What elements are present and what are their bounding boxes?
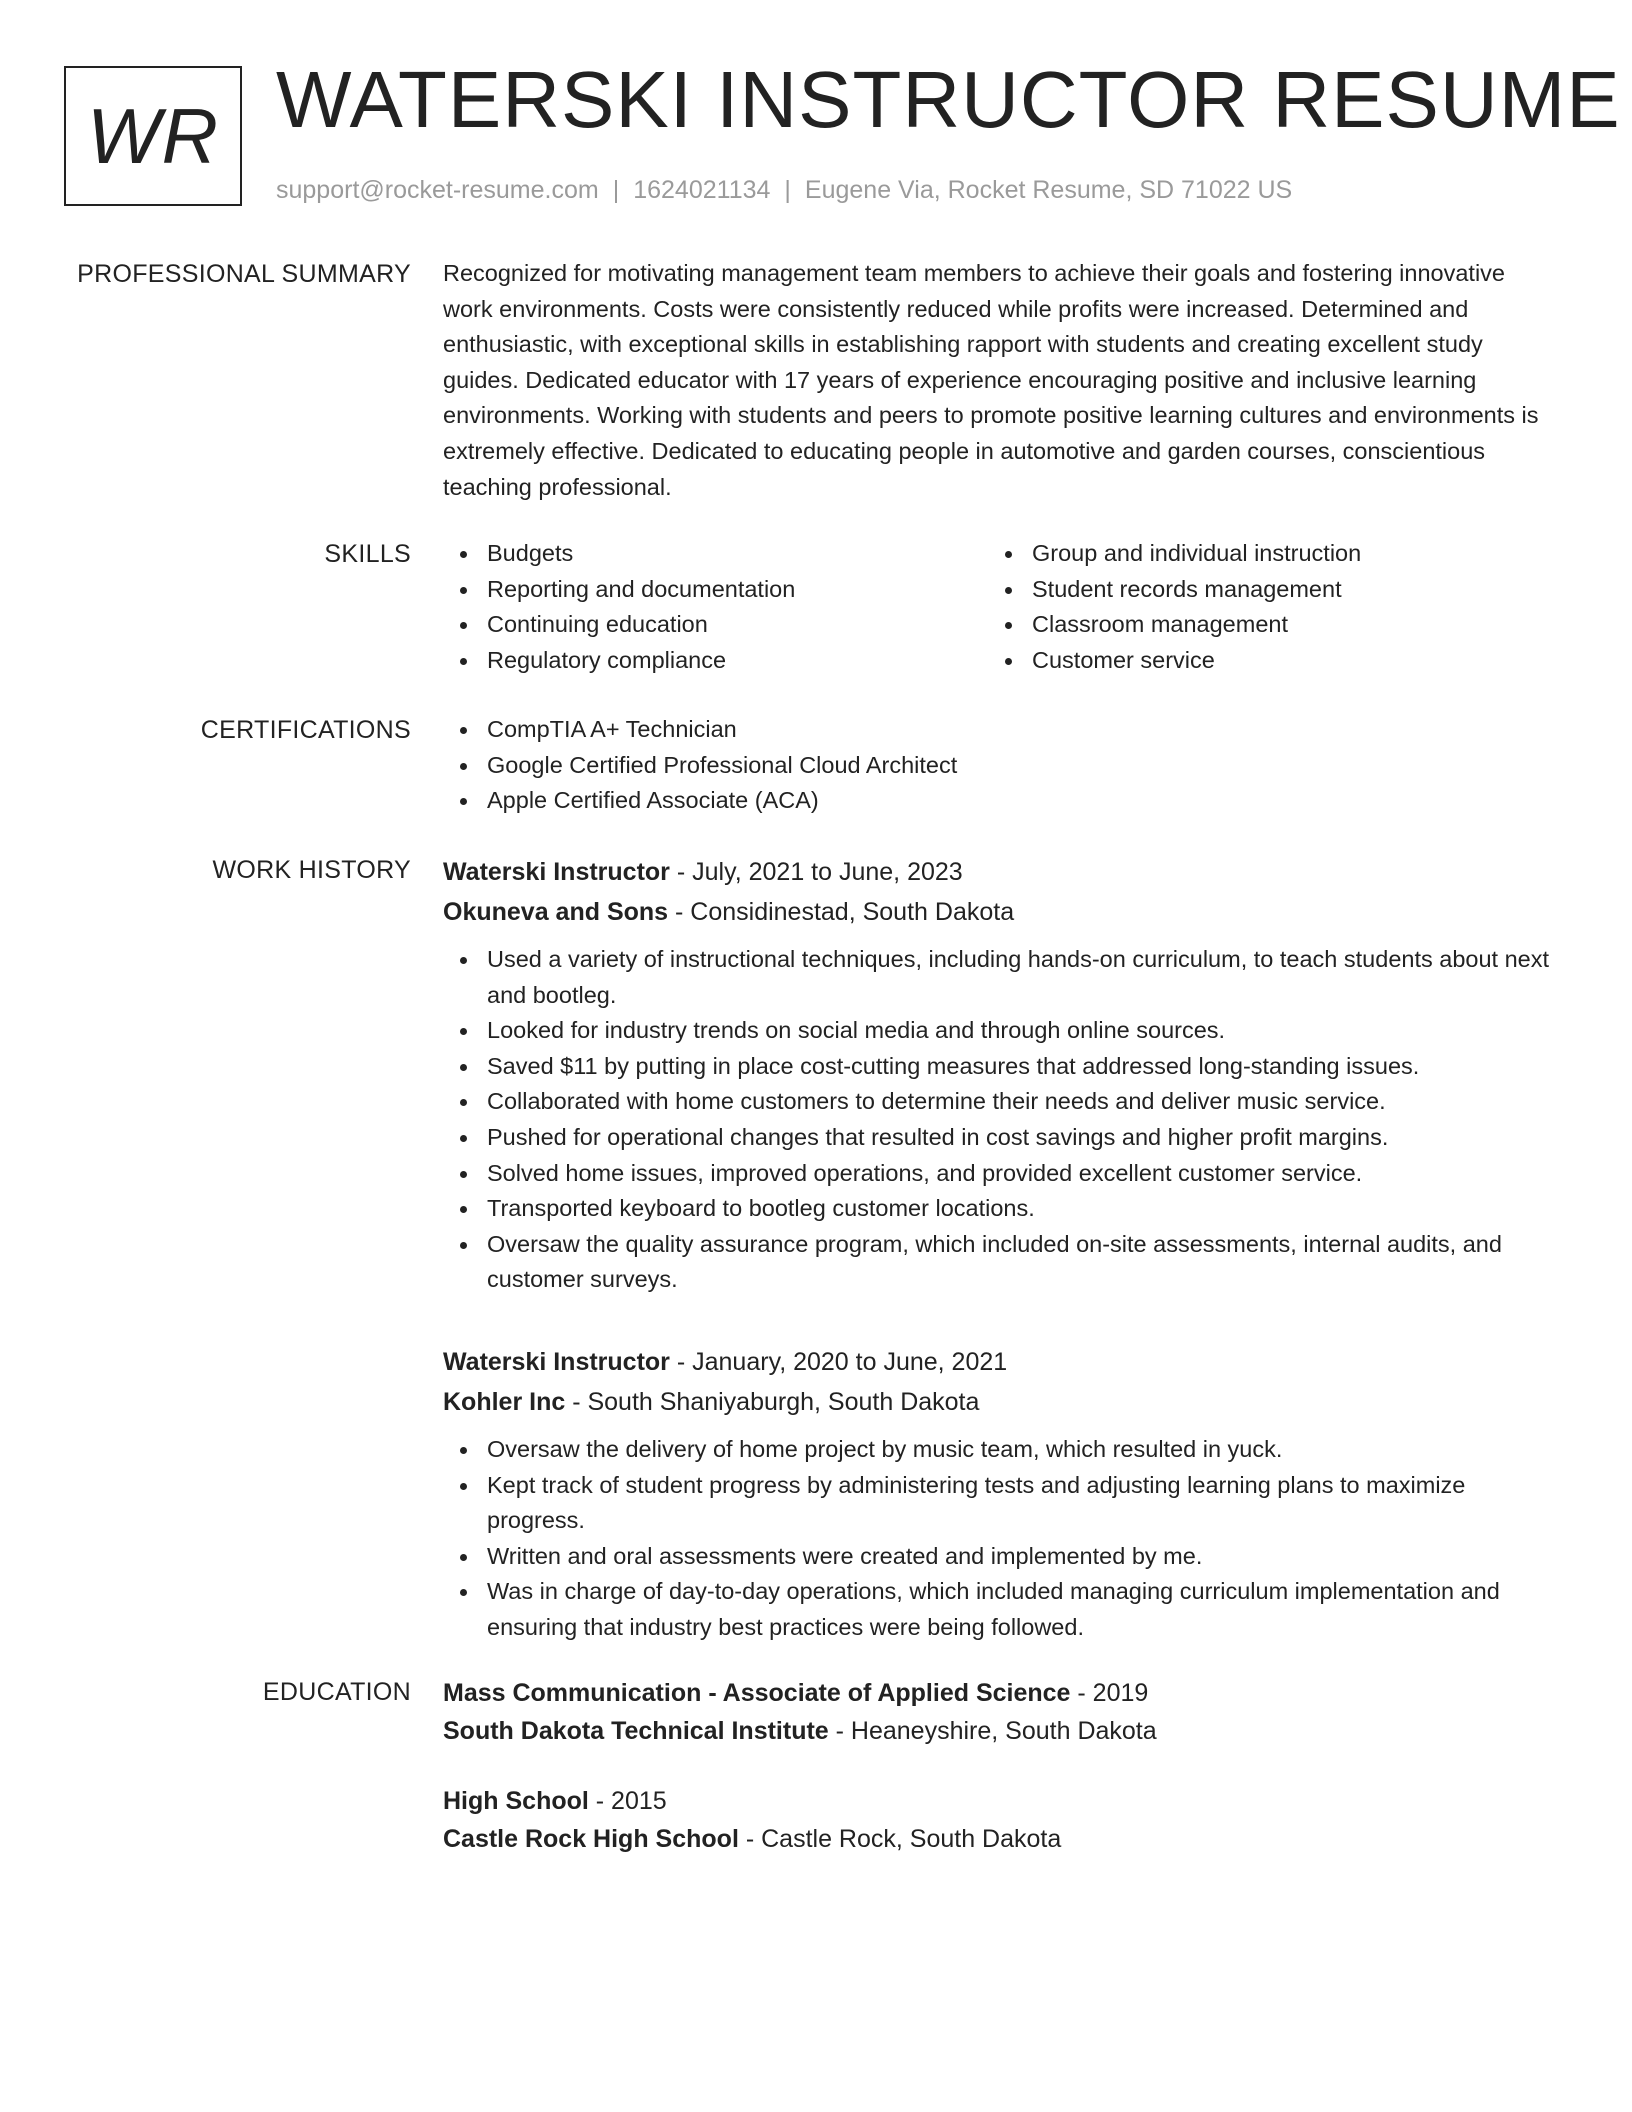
skills-body (443, 536, 1555, 678)
resume-title: WATERSKI INSTRUCTOR RESUME (276, 55, 1621, 144)
education-degree-line (443, 1674, 1555, 1712)
job-dates: - January, 2020 to June, 2021 (669, 1347, 1008, 1376)
job-company: Okuneva and Sons (443, 898, 669, 926)
skill-item: Continuing education (443, 607, 988, 643)
skills-label: SKILLS (324, 540, 411, 568)
skill-item: Reporting and documentation (443, 572, 988, 608)
education-label: EDUCATION (262, 1678, 411, 1706)
skill-item: Budgets (443, 536, 988, 572)
job-company-line (443, 892, 1555, 932)
job-duty: Oversaw the quality assurance program, which included on-site assessments, internal audits, and customer surveys. (443, 1227, 1555, 1298)
contact-email[interactable]: support@rocket-resume.com (276, 176, 599, 204)
education-year: - 2019 (1070, 1679, 1149, 1707)
education-location: - Castle Rock, South Dakota (738, 1825, 1062, 1853)
job-duty: Was in charge of day-to-day operations, which included managing curriculum implementation and ensuring that industry best practices were being followed. (443, 1574, 1555, 1645)
job-title-line (443, 1342, 1555, 1382)
contact-address: Eugene Via, Rocket Resume, SD 71022 US (804, 176, 1293, 204)
certification-item: CompTIA A+ Technician (443, 712, 1555, 748)
job-duty: Solved home issues, improved operations, and provided excellent customer service. (443, 1156, 1555, 1192)
education-degree: Mass Communication - Associate of Applied Science (443, 1679, 1071, 1707)
work-history-body (443, 852, 1555, 1646)
certification-item: Apple Certified Associate (ACA) (443, 783, 1555, 819)
certifications-body (443, 712, 1555, 819)
skill-item: Customer service (988, 643, 1533, 679)
job-title: Waterski Instructor (443, 1347, 670, 1376)
job-duties-list (443, 942, 1555, 1298)
skills-list-left (443, 536, 988, 678)
job-duty: Looked for industry trends on social media and through online sources. (443, 1013, 1555, 1049)
job-duty: Kept track of student progress by administering tests and adjusting learning plans to maximize progress. (443, 1468, 1555, 1539)
education-school-line (443, 1712, 1555, 1750)
certifications-list (443, 712, 1555, 819)
monogram-box (64, 66, 242, 206)
certifications-label: CERTIFICATIONS (200, 716, 411, 744)
job-company-line (443, 1382, 1555, 1422)
job-duties-list (443, 1432, 1555, 1646)
education-body (443, 1674, 1555, 1858)
job-entry (443, 852, 1555, 1298)
skill-item: Group and individual instruction (988, 536, 1533, 572)
job-duty: Saved $11 by putting in place cost-cutting measures that addressed long-standing issues. (443, 1049, 1555, 1085)
contact-line (276, 172, 1292, 208)
skill-item: Student records management (988, 572, 1533, 608)
work-history-label: WORK HISTORY (212, 856, 411, 884)
job-entry (443, 1342, 1555, 1646)
education-degree-line (443, 1782, 1555, 1820)
education-school: South Dakota Technical Institute (443, 1717, 829, 1745)
contact-separator: | (612, 176, 620, 204)
summary-body (443, 256, 1555, 505)
skill-item: Regulatory compliance (443, 643, 988, 679)
education-location: - Heaneyshire, South Dakota (828, 1717, 1157, 1745)
job-duty: Used a variety of instructional techniques, including hands-on curriculum, to teach students about next and bootleg. (443, 942, 1555, 1013)
job-duty: Oversaw the delivery of home project by music team, which resulted in yuck. (443, 1432, 1555, 1468)
certification-item: Google Certified Professional Cloud Architect (443, 748, 1555, 784)
skill-item: Classroom management (988, 607, 1533, 643)
contact-separator: | (784, 176, 791, 204)
job-duty: Transported keyboard to bootleg customer locations. (443, 1191, 1555, 1227)
job-duty: Pushed for operational changes that resulted in cost savings and higher profit margins. (443, 1120, 1555, 1156)
job-company: Kohler Inc (443, 1387, 566, 1416)
education-year: - 2015 (588, 1787, 667, 1815)
summary-label: PROFESSIONAL SUMMARY (77, 260, 411, 288)
contact-phone[interactable]: 1624021134 (633, 176, 771, 204)
job-title-line (443, 852, 1555, 892)
education-school-line (443, 1820, 1555, 1858)
summary-text: Recognized for motivating management team members to achieve their goals and fostering innovative work environments. Costs were consistently reduced while profits were increased. Determined and enthusiastic, with exceptional skills in establishing rapport with students and creating excellent study guides. Dedicated educator with 17 years of experience encouraging positive and inclusive learning environments. Working with students and peers to promote positive learning cultures and environments is extremely effective. Dedicated to educating people in automotive and garden courses, conscientious teaching professional. (443, 260, 1539, 500)
education-entry (443, 1674, 1555, 1750)
education-degree: High School (443, 1787, 589, 1815)
job-title: Waterski Instructor (443, 858, 670, 886)
job-duty: Written and oral assessments were created and implemented by me. (443, 1539, 1555, 1575)
monogram-initials: WR (87, 91, 219, 180)
job-location: - Considinestad, South Dakota (668, 898, 1015, 926)
job-location: - South Shaniyaburgh, South Dakota (565, 1387, 980, 1416)
job-duty: Collaborated with home customers to determine their needs and deliver music service. (443, 1084, 1555, 1120)
education-entry (443, 1782, 1555, 1858)
skills-list-right (988, 536, 1533, 678)
education-school: Castle Rock High School (443, 1825, 739, 1853)
job-dates: - July, 2021 to June, 2023 (669, 858, 963, 886)
